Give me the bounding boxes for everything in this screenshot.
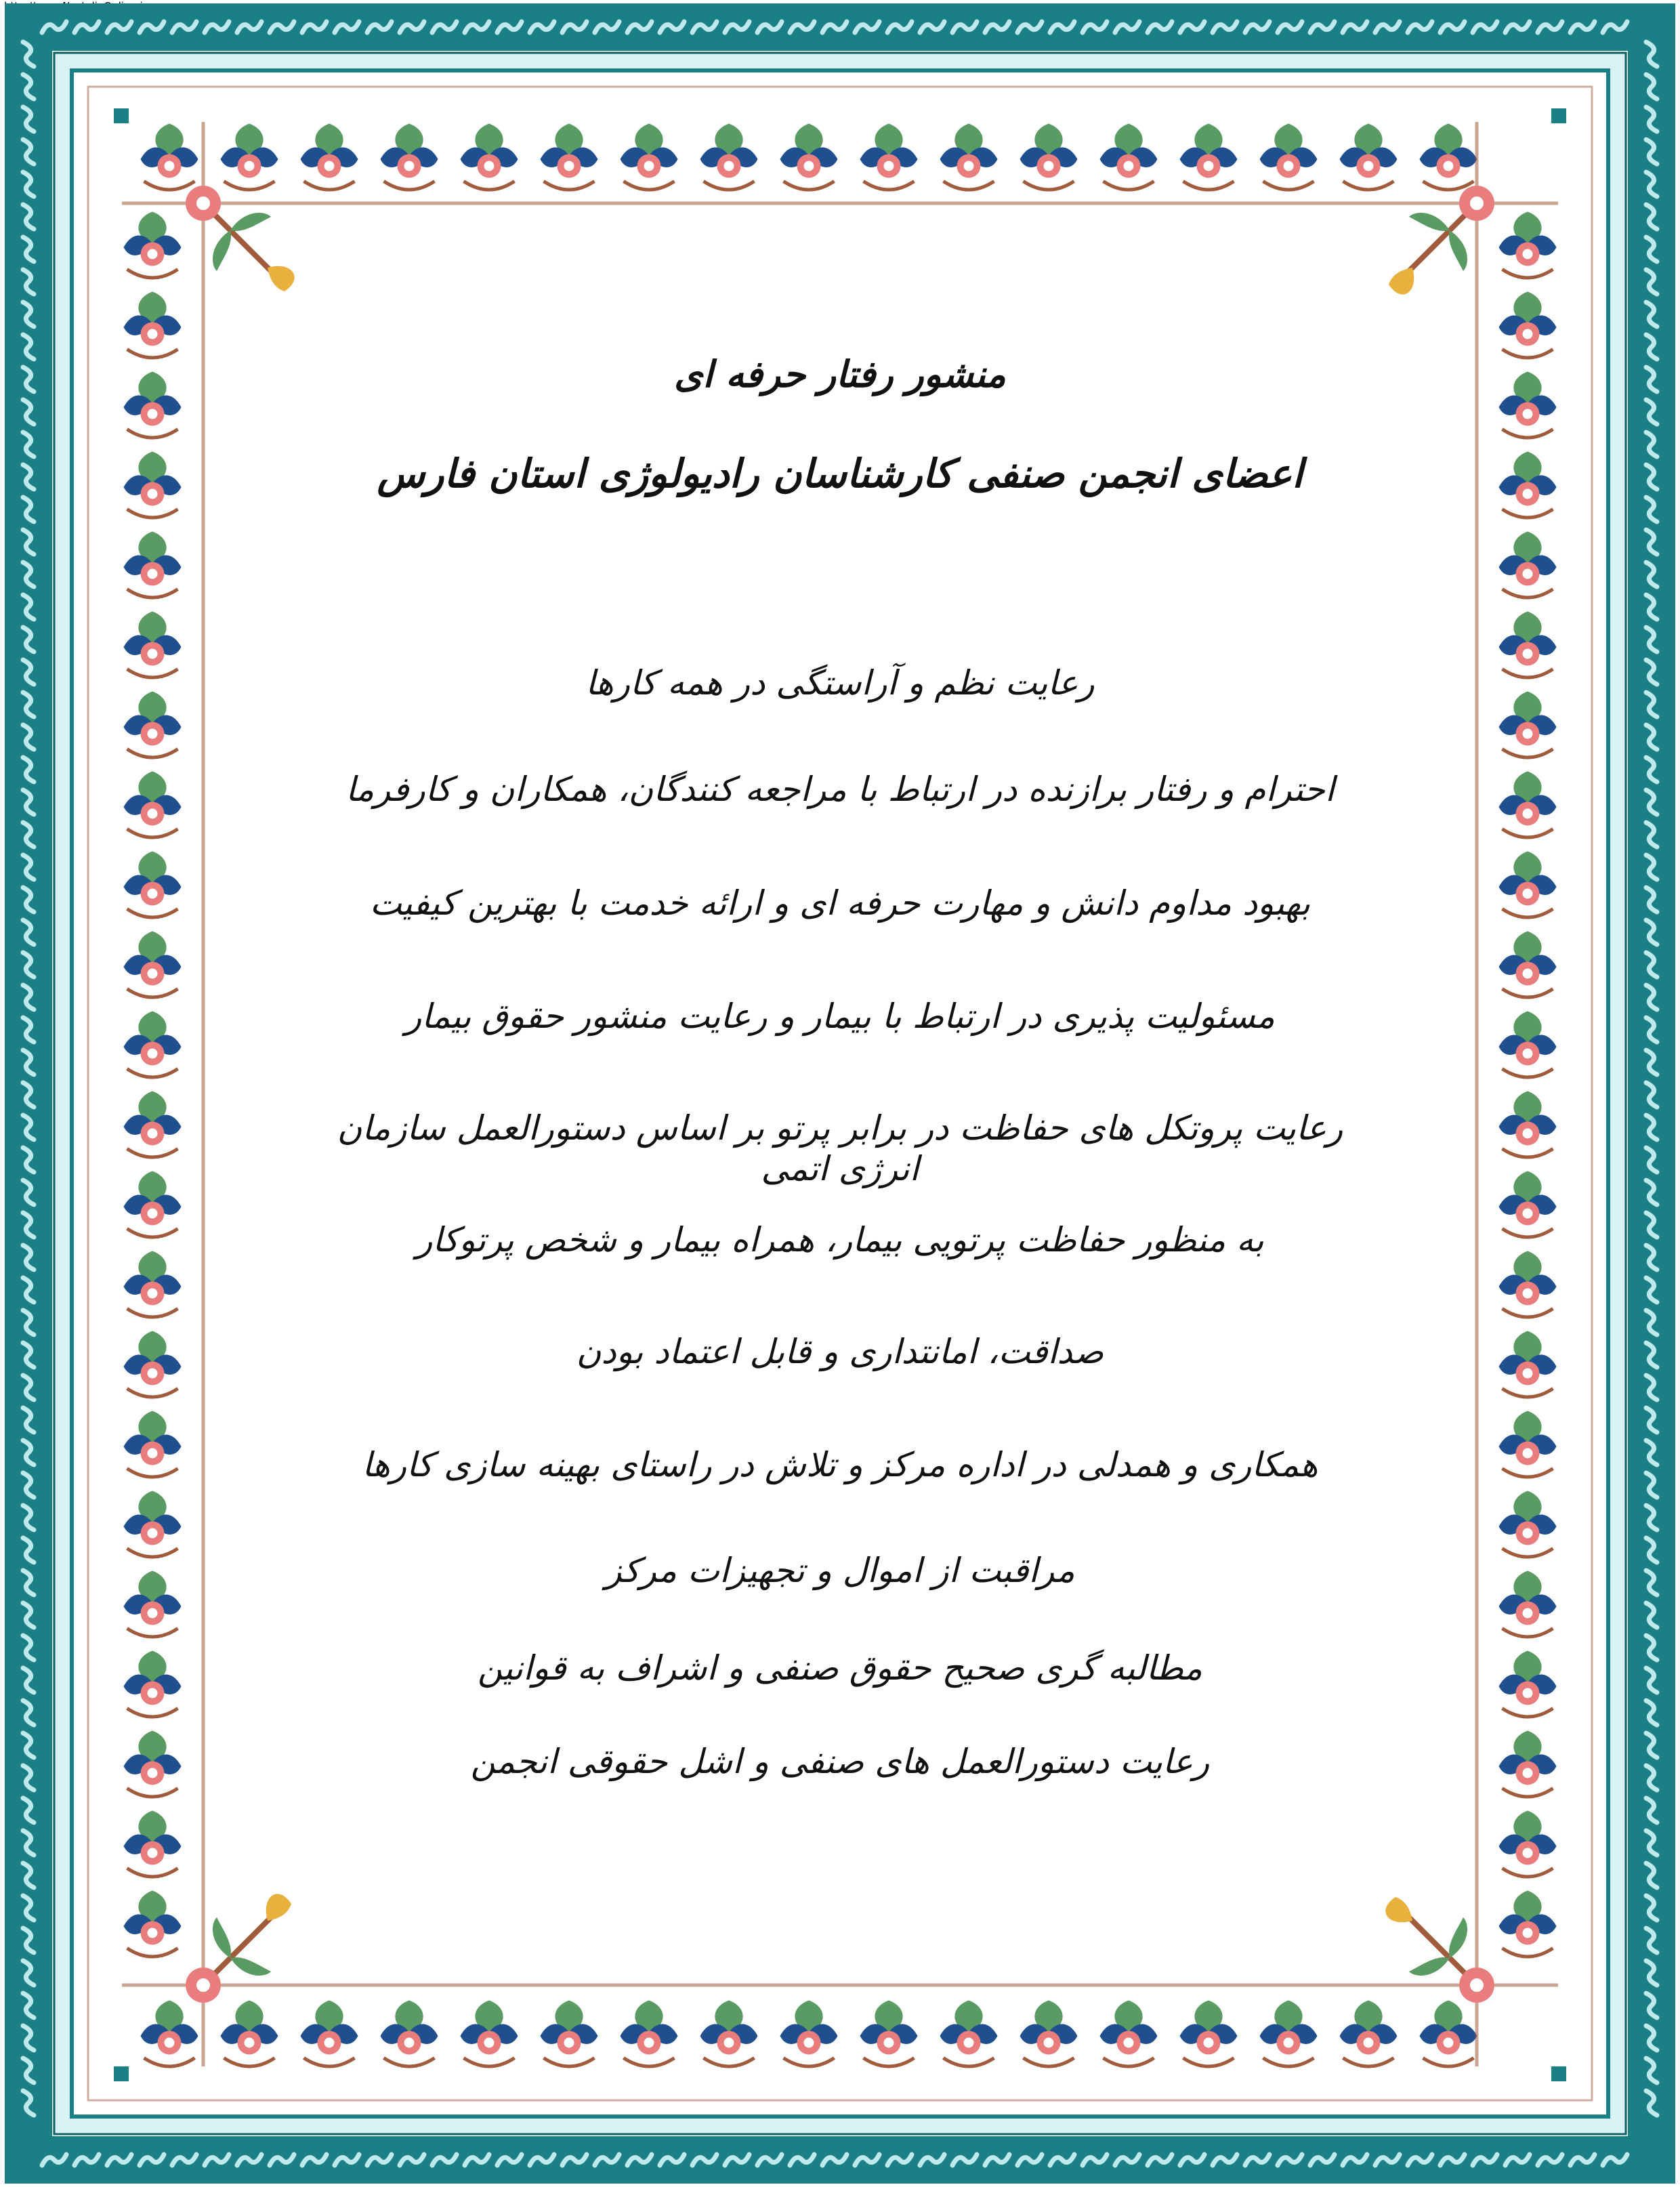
charter-item: به منظور حفاظت پرتویی بیمار، همراه بیمار و شخص پرتوکار: [416, 1220, 1264, 1259]
charter-item: مطالبه گری صحیح حقوق صنفی و اشراف به قوانین: [478, 1648, 1202, 1688]
charter-item: مسئولیت پذیری در ارتباط با بیمار و رعایت منشور حقوق بیمار: [405, 997, 1275, 1036]
charter-item: بهبود مداوم دانش و مهارت حرفه ای و ارائه خدمت با بهترین کیفیت: [369, 883, 1311, 923]
charter-subtitle: اعضای انجمن صنفی کارشناسان رادیولوژی استان فارس: [377, 451, 1303, 497]
charter-item: مراقبت از اموال و تجهیزات مرکز: [605, 1551, 1075, 1590]
charter-item: رعایت پروتکل های حفاظت در برابر پرتو بر اساس دستورالعمل سازمان انرژی اتمی: [337, 1108, 1343, 1188]
charter-document: [318, 318, 1362, 1843]
charter-item: صداقت، امانتداری و قابل اعتماد بودن: [576, 1332, 1104, 1371]
charter-item: همکاری و همدلی در اداره مرکز و تلاش در راستای بهینه سازی کارها: [362, 1445, 1318, 1484]
charter-item: احترام و رفتار برازنده در ارتباط با مراجعه کنندگان، همکاران و کارفرما: [345, 770, 1335, 809]
charter-title: منشور رفتار حرفه ای: [674, 352, 1006, 396]
charter-item: رعایت نظم و آراستگی در همه کارها: [585, 663, 1095, 703]
charter-item: رعایت دستورالعمل های صنفی و اشل حقوقی انجمن: [470, 1742, 1210, 1781]
site-url[interactable]: http://www.NastaliqOnline.ir: [4, 0, 147, 12]
